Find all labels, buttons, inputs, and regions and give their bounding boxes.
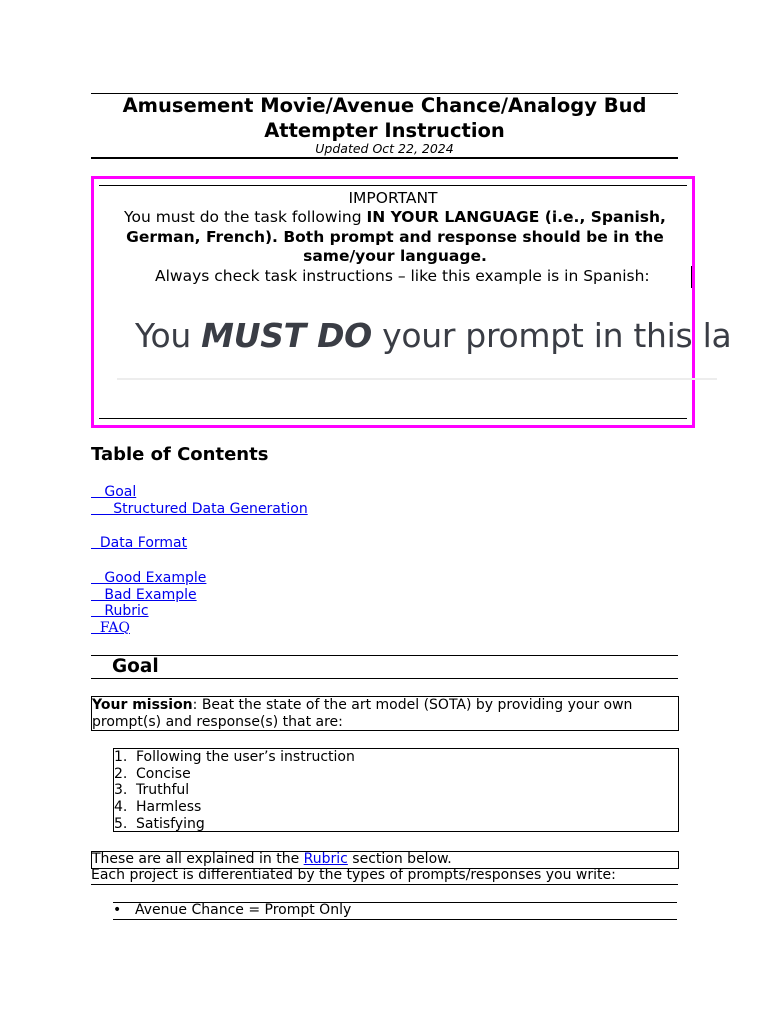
important-body [105, 208, 685, 267]
toc-link-rubric[interactable]: Rubric [91, 603, 149, 619]
title-bottom-rule [91, 157, 678, 159]
differentiation-text: Each project is differentiated by the types of prompts/responses you write: [91, 867, 616, 883]
toc-link-good-example[interactable]: Good Example [91, 570, 207, 586]
example-text [135, 316, 731, 355]
important-body-bold: IN YOUR LANGUAGE (i.e., Spanish, German, French). Both prompt and response should be in the same/your language. [126, 208, 666, 265]
list-item-text: Harmless [136, 798, 202, 815]
mission-label: Your mission [92, 697, 193, 713]
list-item-number: 3. [114, 782, 128, 798]
bullet-marker: • [113, 902, 122, 918]
toc-link-structured-data-generation[interactable]: Structured Data Generation [91, 501, 308, 517]
goal-top-rule [91, 655, 678, 656]
criteria-list [113, 748, 679, 832]
example-underline [117, 378, 717, 380]
rubric-link[interactable]: Rubric [303, 851, 348, 867]
list-item-text: Satisfying [136, 816, 205, 832]
example-bold: MUST DO [201, 316, 372, 355]
toc-link-faq[interactable]: FAQ [91, 620, 130, 636]
important-heading: IMPORTANT [348, 189, 438, 207]
important-body-plain: You must do the task following [124, 208, 367, 226]
toc-link-bad-example[interactable]: Bad Example [91, 587, 197, 603]
list-item-text: Following the user’s instruction [136, 749, 355, 765]
updated-date: Updated Oct 22, 2024 [315, 141, 454, 156]
rubric-reference-post: section below. [347, 851, 452, 867]
list-item-number: 5. [114, 816, 128, 832]
rubric-reference-pre: These are all explained in the [92, 851, 304, 867]
important-notice-box [91, 176, 732, 428]
bullet-text: Avenue Chance = Prompt Only [135, 902, 352, 918]
mission-statement [91, 696, 679, 731]
goal-bottom-rule [91, 678, 678, 679]
goal-heading: Goal [112, 656, 159, 677]
important-divider [691, 266, 692, 288]
mission-text: : Beat the state of the art model (SOTA) by providing your own prompt(s) and response(s) that are: [92, 697, 633, 730]
list-item-text: Truthful [136, 782, 190, 798]
important-inner-frame [99, 185, 732, 419]
document-title: Amusement Movie/Avenue Chance/Analogy Bud Attempter Instruction [122, 94, 647, 142]
toc-link-goal[interactable]: Goal [91, 484, 137, 500]
example-image [109, 296, 732, 391]
important-check-note: Always check task instructions – like this example is in Spanish: [155, 267, 650, 285]
toc-link-data-format[interactable]: Data Format [91, 535, 188, 551]
bullet-bottom-rule [113, 919, 677, 920]
example-plain-1: You [135, 316, 202, 355]
example-plain-2: your prompt in this la [371, 316, 732, 355]
list-item-number: 1. [114, 749, 128, 765]
toc-title: Table of Contents [91, 444, 269, 465]
list-item-number: 2. [114, 765, 128, 782]
list-item-text: Concise [136, 765, 191, 782]
differentiation-rule [91, 884, 678, 885]
list-item-number: 4. [114, 798, 128, 815]
